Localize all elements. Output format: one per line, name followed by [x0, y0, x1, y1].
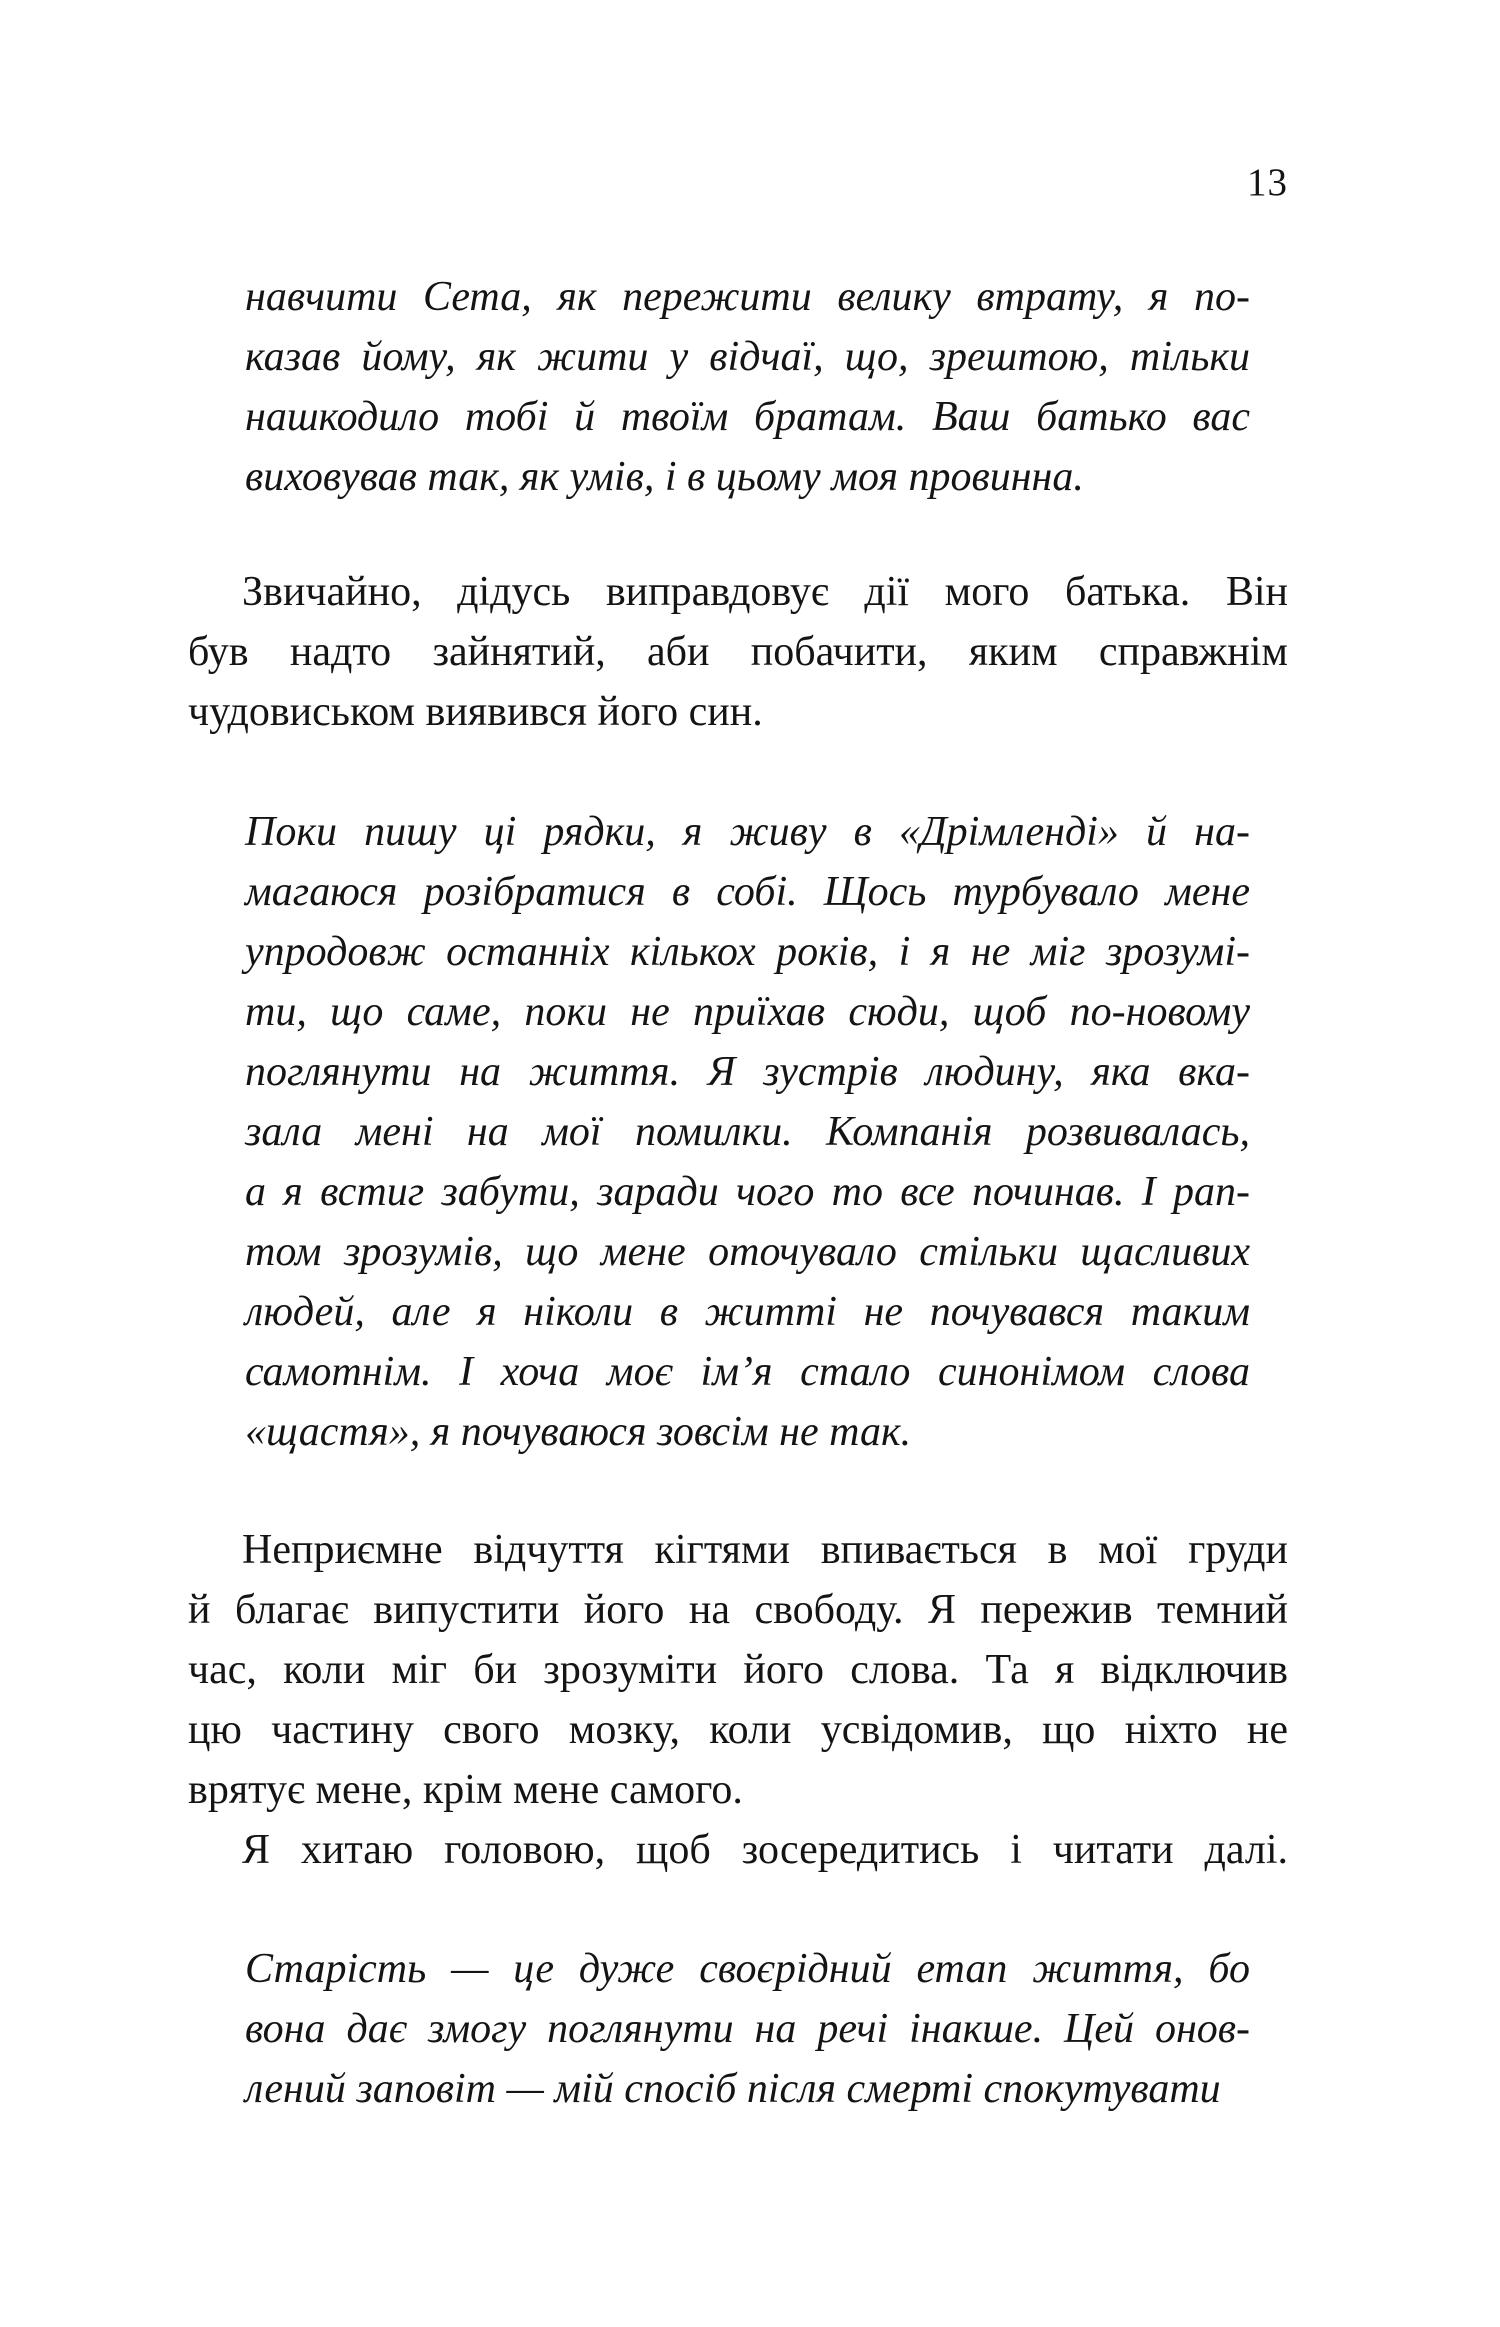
text-line: був надто зайнятий, аби побачити, яким справжнім — [188, 629, 1288, 675]
text-line: навчити Сета, як пережити велику втрату, я по- — [245, 274, 1250, 320]
text-line: упродовж останніх кількох років, і я не міг зрозумі- — [245, 929, 1250, 975]
text-line: врятує мене, крім мене самого. — [188, 1767, 743, 1813]
text-line: цю частину свого мозку, коли усвідомив, що ніхто не — [188, 1707, 1288, 1753]
paragraph-1 — [188, 562, 1288, 742]
text-line: Звичайно, дідусь виправдовує дії мого батька. Він — [242, 569, 1288, 615]
text-line: магаюся розібратися в собі. Щось турбувало мене — [245, 869, 1250, 915]
text-line: Неприємне відчуття кігтями впивається в мої груди — [242, 1527, 1288, 1573]
quote-block-3 — [245, 1939, 1250, 2119]
text-line: чудовиськом виявився його син. — [188, 689, 763, 735]
text-line: Старість — це дуже своєрідний етап життя, бо — [245, 1946, 1250, 1992]
text-line: виховував так, як умів, і в цьому моя провинна. — [245, 454, 1084, 500]
quote-block-1 — [245, 267, 1250, 507]
text-line: лений заповіт — мій спосіб після смерті спокутувати — [245, 2066, 1221, 2112]
text-column — [188, 161, 1288, 2119]
text-line: нашкодило тобі й твоїм братам. Ваш батько вас — [245, 394, 1250, 440]
text-line: «щастя», я почуваюся зовсім не так. — [245, 1409, 912, 1455]
text-line: час, коли міг би зрозуміти його слова. Та я відключив — [188, 1647, 1288, 1693]
text-line: поглянути на життя. Я зустрів людину, яка вка- — [245, 1049, 1250, 1095]
quote-block-2 — [245, 802, 1250, 1462]
text-line: вона дає змогу поглянути на речі інакше. Цей онов- — [245, 2006, 1250, 2052]
text-line: людей, але я ніколи в житті не почувався таким — [245, 1289, 1250, 1335]
page-number: 13 — [1247, 161, 1288, 204]
text-line: Поки пишу ці рядки, я живу в «Дрімленді» й на- — [245, 809, 1250, 855]
text-line: й благає випустити його на свободу. Я пережив темний — [188, 1587, 1288, 1633]
text-line: самотнім. І хоча моє ім’я стало синонімом слова — [245, 1349, 1250, 1395]
text-line: зала мені на мої помилки. Компанія розвивалась, — [245, 1109, 1250, 1155]
paragraph-3 — [188, 1820, 1288, 1880]
text-line: Я хитаю головою, щоб зосередитись і читати далі. — [242, 1827, 1288, 1873]
text-line: том зрозумів, що мене оточувало стільки щасливих — [245, 1229, 1250, 1275]
text-line: ти, що саме, поки не приїхав сюди, щоб по-новому — [245, 989, 1250, 1035]
text-line: казав йому, як жити у відчаї, що, зрештою, тільки — [245, 334, 1250, 380]
text-line: а я встиг забути, заради чого то все починав. І рап- — [245, 1169, 1250, 1215]
paragraph-2 — [188, 1520, 1288, 1820]
